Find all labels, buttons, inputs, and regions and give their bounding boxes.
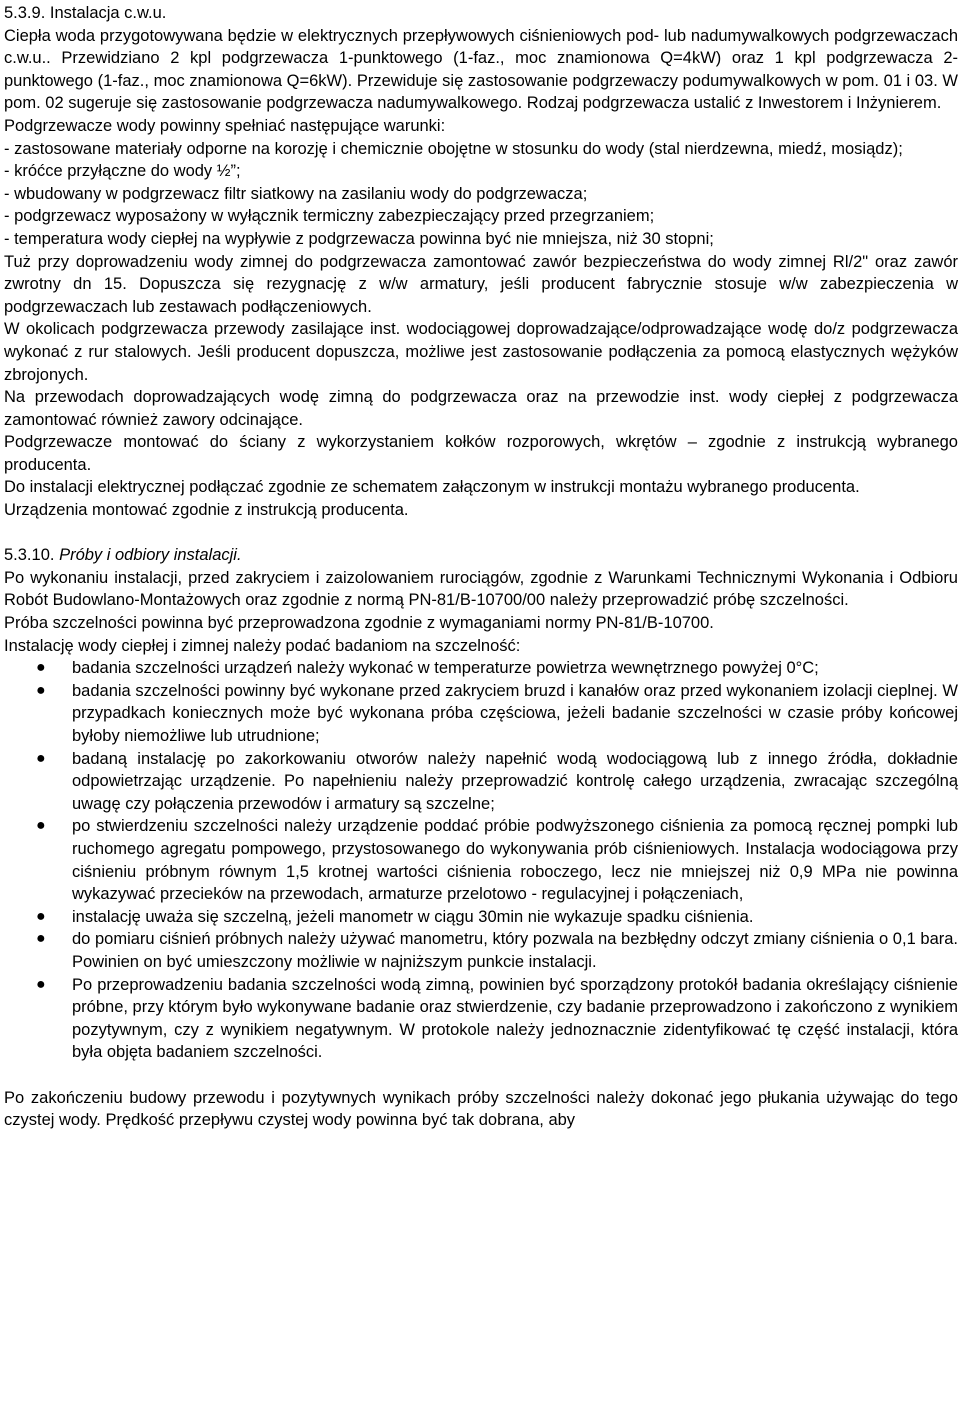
list-item	[4, 906, 958, 929]
requirement-line: - zastosowane materiały odporne na korozję i chemicznie obojętne w stosunku do wody (stal nierdzewna, miedź, mosiądz);	[4, 139, 903, 158]
paragraph: Podgrzewacze wody powinny spełniać następujące warunki:	[4, 116, 446, 135]
bullet-icon: ●	[36, 659, 46, 677]
paragraph: Instalację wody ciepłej i zimnej należy podać badaniom na szczelność:	[4, 636, 521, 655]
spacer	[4, 522, 958, 545]
paragraph: Próba szczelności powinna być przeprowadzona zgodnie z wymaganiami normy PN-81/B-10700.	[4, 614, 714, 633]
list-item-text: do pomiaru ciśnień próbnych należy używać manometru, który pozwala na bezbłędny odczyt zmiany ciśnienia o 0,1 bara. Powinien on być umieszczony możliwie w najniższym punkcie instalacji.	[72, 930, 958, 971]
section-heading-instalacja-cwu	[4, 2, 958, 25]
paragraph: Po wykonaniu instalacji, przed zakryciem i zaizolowaniem rurociągów, zgodnie z Warunkami Technicznymi Wykonania i Odbioru Robót Budowlano-Montażowych oraz zgodnie z normą PN-81/B-10700/00 należy przeprowadzić próbę szczelności.	[4, 568, 958, 610]
paragraph: Na przewodach doprowadzających wodę zimną do podgrzewacza oraz na przewodzie inst. wody ciepłej z podgrzewacza zamontować również zawory odcinające.	[4, 388, 958, 429]
requirement-line: - wbudowany w podgrzewacz filtr siatkowy na zasilaniu wody do podgrzewacza;	[4, 184, 588, 203]
paragraph: W okolicach podgrzewacza przewody zasilające inst. wodociągowej doprowadzające/odprowadzające wodę do/z podgrzewacza wykonać z rur stalowych. Jeśli producent dopuszcza, możliwe jest zastosowanie podłączenia za pomocą elastycznych wężyków zbrojonych.	[4, 320, 958, 384]
requirement-line: - króćce przyłączne do wody ½”;	[4, 162, 241, 181]
list-item	[4, 680, 958, 748]
list-item	[4, 815, 958, 905]
section-heading-proby-i-odbiory	[4, 544, 958, 567]
paragraph: Podgrzewacze montować do ściany z wykorzystaniem kołków rozporowych, wkrętów – zgodnie z instrukcją wybranego producenta.	[4, 433, 958, 474]
bullet-icon: ●	[36, 681, 46, 699]
paragraph: Do instalacji elektrycznej podłączać zgodnie ze schematem załączonym w instrukcji montażu wybranego producenta.	[4, 478, 860, 497]
list-item-text: po stwierdzeniu szczelności należy urządzenie poddać próbie podwyższonego ciśnienia za pomocą ręcznej pompki lub ruchomego agregatu pompowego, przystosowanego do wykonywania prób ciśnieniowych. Instalacja wodociągowa przy ciśnieniu próbnym równym 1,5 krotnej wartości ciśnienia roboczego, lecz nie mniejszej niż 0,9 MPa nie powinna wykazywać przecieków na przewodach, armaturze przelotowo - regulacyjnej i połączeniach,	[72, 817, 958, 904]
paragraph: Tuż przy doprowadzeniu wody zimnej do podgrzewacza zamontować zawór bezpieczeństwa do wody zimnej Rl/2" oraz zawór zwrotny dn 15. Dopuszcza się rezygnację z w/w armatury, jeśli producent fabrycznie stosuje w/w zabezpieczenia w podgrzewaczach lub zestawach podłączeniowych.	[4, 252, 958, 316]
section-number: 5.3.9.	[4, 4, 46, 22]
section-title: Instalacja c.w.u.	[49, 4, 167, 22]
spacer	[4, 1064, 958, 1087]
list-item	[4, 657, 958, 680]
document-page	[4, 2, 958, 1132]
paragraph: Ciepła woda przygotowywana będzie w elektrycznych przepływowych ciśnieniowych pod- lub nadumywalkowych podgrzewaczach c.w.u.. Przewidziano 2 kpl podgrzewacza 1-punktowego (1-faz., moc znamionowa Q=4kW) oraz 1 kpl podgrzewacza 2-punktowego (1-faz., moc znamionowa Q=6kW). Przewiduje się zastosowanie podgrzewaczy podumywalkowych w pom. 01 i 03. W pom. 02 sugeruje się zastosowanie podgrzewacza nadumywalkowego. Rodzaj podgrzewacza ustalić z Inwestorem i Inżynierem.	[4, 26, 958, 113]
closing-paragraph: Po zakończeniu budowy przewodu i pozytywnych wynikach próby szczelności należy dokonać jego płukania używając do tego czystej wody. Prędkość przepływu czystej wody powinna być tak dobrana, aby	[4, 1088, 958, 1130]
test-requirements-list	[4, 657, 958, 1064]
list-item	[4, 974, 958, 1064]
bullet-icon: ●	[36, 930, 46, 948]
list-item	[4, 928, 958, 973]
list-item	[4, 748, 958, 816]
bullet-icon: ●	[36, 817, 46, 835]
list-item-text: Po przeprowadzeniu badania szczelności wodą zimną, powinien być sporządzony protokół badania określający ciśnienie próbne, przy którym było wykonywane badanie oraz stwierdzenie, czy badanie przeprowadzono i zakończono z wynikiem pozytywnym, czy z wynikiem negatywnym. W protokole należy jednoznacznie zidentyfikować tę część instalacji, która była objęta badaniem szczelności.	[72, 975, 958, 1062]
list-item-text: badania szczelności powinny być wykonane przed zakryciem bruzd i kanałów oraz przed wykonaniem izolacji cieplnej. W przypadkach koniecznych może być wykonana próba częściowa, jeżeli badanie szczelności w czasie próby końcowej byłoby niemożliwe lub utrudnione;	[72, 681, 958, 745]
bullet-icon: ●	[36, 749, 46, 767]
section-title: Próby i odbiory instalacji.	[59, 546, 242, 565]
paragraph: Urządzenia montować zgodnie z instrukcją producenta.	[4, 501, 409, 520]
list-item-text: badania szczelności urządzeń należy wykonać w temperaturze powietrza wewnętrznego powyżej 0°C;	[72, 659, 819, 678]
bullet-icon: ●	[36, 975, 46, 993]
requirement-line: - temperatura wody ciepłej na wypływie z podgrzewacza powinna być nie mniejsza, niż 30 stopni;	[4, 229, 714, 248]
requirement-line: - podgrzewacz wyposażony w wyłącznik termiczny zabezpieczający przed przegrzaniem;	[4, 207, 655, 226]
list-item-text: badaną instalację po zakorkowaniu otworów należy napełnić wodą wodociągową lub z innego źródła, dokładnie odpowietrzając urządzenie. Po napełnieniu należy przeprowadzić kontrolę całego urządzenia, zwracając szczególną uwagę czy połączenia przewodów i armatury są szczelne;	[72, 749, 958, 813]
section-number: 5.3.10.	[4, 546, 55, 565]
bullet-icon: ●	[36, 907, 46, 925]
list-item-text: instalację uważa się szczelną, jeżeli manometr w ciągu 30min nie wykazuje spadku ciśnienia.	[72, 907, 754, 926]
